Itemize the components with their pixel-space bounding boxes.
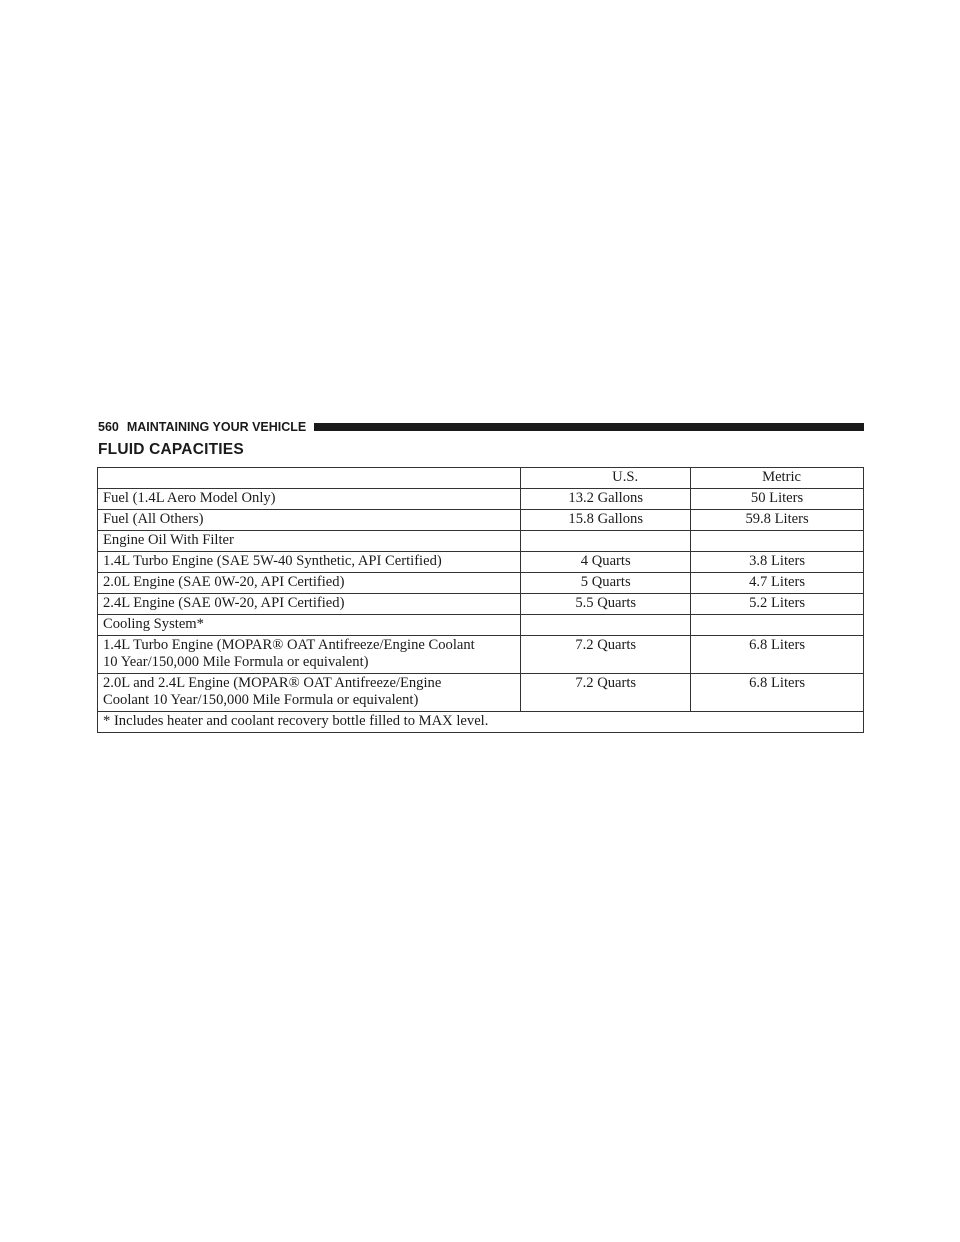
- metric-value: 4.7 Liters: [691, 573, 864, 594]
- us-value: 7.2 Quarts: [521, 674, 691, 712]
- table-row: [98, 489, 864, 510]
- row-label: [98, 636, 521, 674]
- row-label: 2.4L Engine (SAE 0W-20, API Certified): [98, 594, 521, 615]
- metric-value: 50 Liters: [691, 489, 864, 510]
- us-value: 4 Quarts: [521, 552, 691, 573]
- metric-value: 59.8 Liters: [691, 510, 864, 531]
- section-title: MAINTAINING YOUR VEHICLE: [126, 420, 307, 434]
- row-label: 1.4L Turbo Engine (SAE 5W-40 Synthetic, API Certified): [98, 552, 521, 573]
- metric-value: [691, 615, 864, 636]
- table-footnote: * Includes heater and coolant recovery bottle filled to MAX level.: [98, 712, 864, 733]
- us-value: 5 Quarts: [521, 573, 691, 594]
- table-row: [98, 615, 864, 636]
- table-row: [98, 594, 864, 615]
- us-value: [521, 531, 691, 552]
- us-value: 15.8 Gallons: [521, 510, 691, 531]
- row-label: Fuel (1.4L Aero Model Only): [98, 489, 521, 510]
- page-number: 560: [98, 420, 119, 434]
- table-row: [98, 510, 864, 531]
- row-label-line: 1.4L Turbo Engine (MOPAR® OAT Antifreeze/Engine Coolant: [103, 637, 475, 653]
- page-title: FLUID CAPACITIES: [98, 441, 244, 458]
- table-row: [98, 636, 864, 674]
- column-header-metric: Metric: [691, 468, 864, 489]
- us-value: [521, 615, 691, 636]
- metric-value: 6.8 Liters: [691, 674, 864, 712]
- us-value: 13.2 Gallons: [521, 489, 691, 510]
- metric-value: 6.8 Liters: [691, 636, 864, 674]
- table-row: [98, 552, 864, 573]
- row-label: 2.0L Engine (SAE 0W-20, API Certified): [98, 573, 521, 594]
- row-label: [98, 674, 521, 712]
- us-value: 7.2 Quarts: [521, 636, 691, 674]
- row-label-line: Coolant 10 Year/150,000 Mile Formula or equivalent): [103, 692, 419, 708]
- table-row: [98, 674, 864, 712]
- row-label: Engine Oil With Filter: [98, 531, 521, 552]
- row-label: Cooling System*: [98, 615, 521, 636]
- table-row: [98, 573, 864, 594]
- fluid-capacities-table: [97, 467, 864, 733]
- footnote-row: [98, 712, 864, 733]
- page-header: [98, 420, 864, 434]
- us-value: 5.5 Quarts: [521, 594, 691, 615]
- metric-value: 5.2 Liters: [691, 594, 864, 615]
- metric-value: [691, 531, 864, 552]
- column-header-blank: [98, 468, 521, 489]
- row-label-line: 10 Year/150,000 Mile Formula or equivalent): [103, 654, 369, 670]
- column-header-us: U.S.: [521, 468, 691, 489]
- metric-value: 3.8 Liters: [691, 552, 864, 573]
- header-rule: [314, 423, 864, 431]
- table-header-row: [98, 468, 864, 489]
- row-label: Fuel (All Others): [98, 510, 521, 531]
- row-label-line: 2.0L and 2.4L Engine (MOPAR® OAT Antifreeze/Engine: [103, 675, 442, 691]
- table-row: [98, 531, 864, 552]
